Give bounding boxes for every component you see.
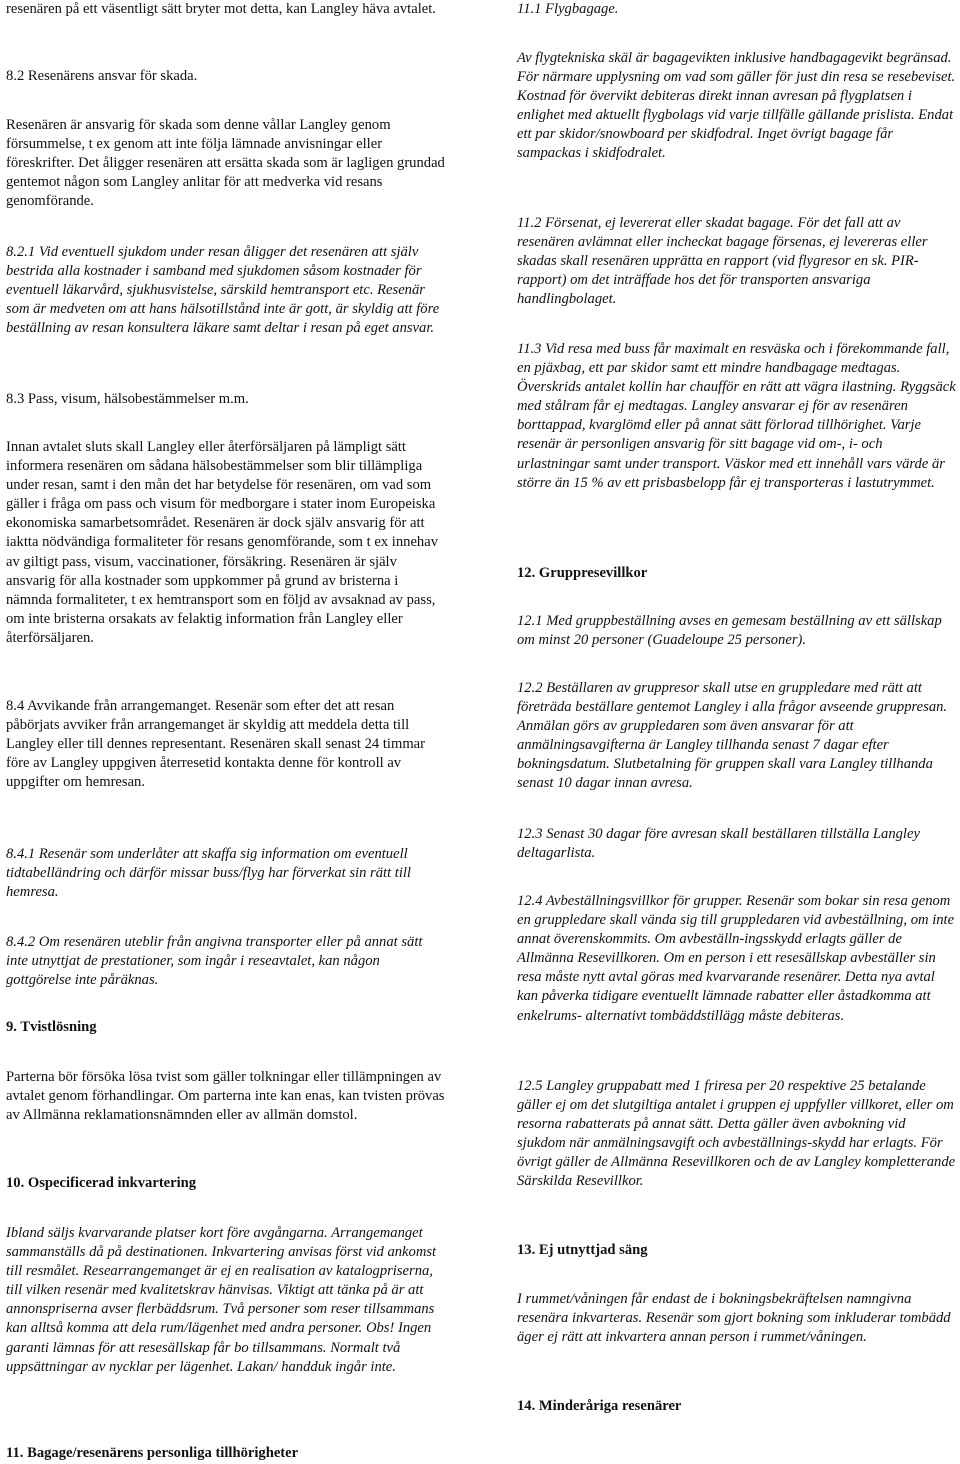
section-14-heading: 14. Minderåriga resenärer xyxy=(517,1398,682,1414)
intro-paragraph: resenären på ett väsentligt sätt bryter mot detta, kan Langley häva avtalet. xyxy=(6,1,436,17)
section-9-heading: 9. Tvistlösning xyxy=(6,1019,97,1035)
section-12-4-paragraph: 12.4 Avbeställningsvillkor för grupper. Resenär som bokar sin resa genom en gruppledare skall vända sig till gruppledaren vid avbeställning, om inte annat överenskommits. Om avbeställn-ingsskydd erlagts gäller de Allmänna Resevillkoren. Om en person i ett resesällskap avbeställer sin resa måste nytt avtal göras med kvarvarande resenärer. Detta nya avtal kan påverka tidigare eventuellt lämnade rabatter eller åstadkomma att enkelrums- alternativt tombäddstillägg måste debiteras. xyxy=(517,893,955,1024)
section-13-heading: 13. Ej utnyttjad säng xyxy=(517,1242,648,1258)
section-12-2-paragraph: 12.2 Beställaren av gruppresor skall utse en gruppledare med rätt att företräda beställare gentemot Langley i alla frågor avseende gruppresan. Anmälan görs av gruppledaren som även ansvarar för att anmälningsavgifterna är Langley tillhanda senast 7 dagar efter bokningsdatum. Slutbetalning för gruppen skall vara Langley tillhanda senast 10 dagar innan avresa. xyxy=(517,680,948,792)
section-13-paragraph: I rummet/våningen får endast de i bokningsbekräftelsen namngivna resenära inkvarteras. Resenär som gjort bokning som inkluderar tombädd äger ej rätt att inkvartera annan person i rummet/våningen. xyxy=(517,1291,951,1346)
section-12-heading: 12. Gruppresevillkor xyxy=(517,565,648,581)
section-10-paragraph: Ibland säljs kvarvarande platser kort före avgångarna. Arrangemanget sammanställs då på destinationen. Inkvartering anvisas först vid ankomst till resmålet. Researrangemanget är ej en realisation av katalogpriserna, till vilken resenär med kvalitetskrav hänvisas. Viktigt att tänka på är att annonspriserna avser flerbäddsrum. Två personer som reser tillsammans kan alltså komma att dela rum/lägenhet med andra personer. Obs! Ingen garanti lämnas för att resesällskap får bo tillsammans. Normalt två uppsättningar av nycklar per lägenhet. Lakan/ handduk ingår inte. xyxy=(6,1225,437,1375)
section-9-paragraph: Parterna bör försöka lösa tvist som gäller tolkningar eller tillämpningen av avtalet genom förhandlingar. Om parterna inte kan enas, kan tvisten prövas av Allmänna reklamationsnämnden eller av allmän domstol. xyxy=(6,1069,445,1124)
section-8-4-1-paragraph: 8.4.1 Resenär som underlåter att skaffa sig information om eventuell tidtabelländring och därför missar buss/flyg har förverkat sin rätt till hemresa. xyxy=(6,846,411,901)
section-8-2-heading: 8.2 Resenärens ansvar för skada. xyxy=(6,68,198,84)
section-12-5-paragraph: 12.5 Langley gruppabatt med 1 friresa per 20 respektive 25 betalande gäller ej om det slutgiltiga antalet i gruppen ej uppfyller villkoret, eller om resorna rabatterats på annat sätt. Detta gäller även avbokning vid sjukdom när anmälningsavgift och avbeställnings-skydd har erlagts. För övrigt gäller de Allmänna Resevillkoren och de av Langley kompletterande Särskilda Resevillkor. xyxy=(517,1078,956,1190)
section-12-3-paragraph: 12.3 Senast 30 dagar före avresan skall beställaren tillställa Langley deltagarlista. xyxy=(517,826,920,862)
section-8-3-paragraph: Innan avtalet sluts skall Langley eller återförsäljaren på lämpligt sätt informera resenären om sådana hälsobestämmelser som blir tillämpliga under resan, samt i den mån det har betydelse för resenären, om vad som gäller i fråga om pass och visum för medborgare i stater inom Europeiska ekonomiska samarbetsområdet. Resenären är dock själv ansvarig för att iaktta nödvändiga formaliteter för resans genomförande, som t ex innehav av giltigt pass, visum, vaccinationer, försäkring. Resenären är själv ansvarig för alla kostnader som uppkommer på grund av bristerna i nämnda formaliteter, t ex hemtransport som en följd av avsaknad av pass, om inte bristerna orsakats av felaktig information från Langley eller återförsäljaren. xyxy=(6,439,438,646)
section-8-4-2-paragraph: 8.4.2 Om resenären uteblir från angivna transporter eller på annat sätt inte utnyttjat de prestationer, som ingår i reseavtalet, kan någon gottgörelse inte påräknas. xyxy=(6,934,423,989)
section-11-2-paragraph: 11.2 Försenat, ej levererat eller skadat bagage. För det fall att av resenären avlämnat eller incheckat bagage försenas, ej levereras eller skadas skall resenären upprätta en rapport (vid flygresor en sk. PIR-rapport) om det inträffade hos det för transporten ansvariga handlingbolaget. xyxy=(517,215,928,308)
section-8-2-paragraph: Resenären är ansvarig för skada som denne vållar Langley genom försummelse, t ex genom att inte följa lämnade anvisningar eller föreskrifter. Det åligger resenären att ersätta skada som är lagligen grundad gentemot någon som Langley anlitar för att medverka vid resans genomförande. xyxy=(6,117,445,210)
section-11-1-heading: 11.1 Flygbagage. xyxy=(517,1,619,17)
section-8-2-1-paragraph: 8.2.1 Vid eventuell sjukdom under resan åligger det resenären att själv bestrida alla kostnader i samband med sjukdomen såsom kostnader för eventuell läkarvård, sjukhusvistelse, särskild hemtransport etc. Resenär som är medveten om att hans hälsotillstånd inte är gott, är skyldig att före beställning av resan konsultera läkare samt deltar i resan på eget ansvar. xyxy=(6,244,440,337)
section-12-1-paragraph: 12.1 Med gruppbeställning avses en gemesam beställning av ett sällskap om minst 20 personer (Guadeloupe 25 personer). xyxy=(517,613,942,649)
section-8-4-paragraph: 8.4 Avvikande från arrangemanget. Resenär som efter det att resan påbörjats avviker från arrangemanget är skyldig att meddela detta till Langley eller till dennes representant. Resenären skall senast 24 timmar före av Langley uppgiven återresetid kontakta denne för kontroll av uppgifter om hemresan. xyxy=(6,698,426,791)
section-11-heading: 11. Bagage/resenärens personliga tillhörigheter xyxy=(6,1445,299,1461)
section-8-3-heading: 8.3 Pass, visum, hälsobestämmelser m.m. xyxy=(6,391,249,407)
section-11-1-paragraph: Av flygtekniska skäl är bagagevikten inklusive handbagagevikt begränsad. För närmare upplysning om vad som gäller för just din resa se resebeviset. Kostnad för övervikt debiteras direkt innan avresan på flygplatsen i enlighet med aktuellt flygbolags vid varje tillfälle gällande prislista. Endat ett par skidor/snowboard per skidfodral. Inget övrigt bagage får sampackas i skidfodralet. xyxy=(517,50,956,162)
section-11-3-paragraph: 11.3 Vid resa med buss får maximalt en resväska och i förekommande fall, en pjäxbag, ett par skidor samt ett mindre handbagage medtagas. Överskrids antalet kollin har chaufför en rätt att vägra ilastning. Ryggsäck med stålram får ej medtagas. Langley ansvarar ej för av resenären borttappad, kvarglömd eller på annat sätt förlorad tillhörighet. Varje resenär är personligen ansvarig för sitt bagage vid om-, i- och urlastningar samt under transport. Väskor med ett innehåll vars värde är större än 15 % av ett prisbasbelopp får ej transporteras i lastutrymmet. xyxy=(517,341,956,491)
section-10-heading: 10. Ospecificerad inkvartering xyxy=(6,1175,197,1191)
